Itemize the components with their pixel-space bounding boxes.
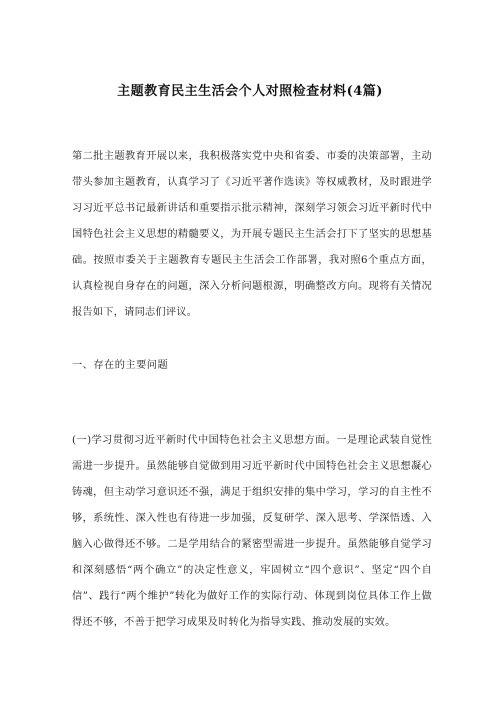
intro-paragraph: 第二批主题教育开展以来，我积极落实党中央和省委、市委的决策部署，主动带头参加主题教育，认真学习了《习近平著作选读》等权威教材，及时跟进学习习近平总书记最新讲话和重要指示批示精神，深刻学习领会习近平新时代中国特色社会主义思想的精髓要义，为开展专题民主生活会打下了坚实的思想基础。按照市委关于主题教育专题民主生活会工作部署，我对照6个重点方面，认真检视自身存在的问题，深入分析问题根源，明确整改方向。现将有关情况报告如下，请同志们评议。: [72, 151, 432, 318]
section-heading: 一、存在的主要问题: [72, 360, 169, 371]
document-title: 主题教育民主生活会个人对照检查材料(4篇): [117, 84, 383, 99]
section1-paragraph: (一)学习贯彻习近平新时代中国特色社会主义思想方面。一是理论武装自觉性需进一步提升。虽然能够自觉做到用习近平新时代中国特色社会主义思想凝心铸魂，但主动学习意识还不强，满足于组织安排的集中学习，学习的自主性不够，系统性、深入性也有待进一步加强，反复研学、深入思考、学深悟透、入脑入心做得还不够。二是学用结合的紧密型需进一步提升。虽然能够自觉学习和深刻感悟“两个确立”的决定性意义，牢固树立“四个意识”、坚定“四个自信”、践行“两个维护”转化为做好工作的实际行动、体现到岗位具体工作上做得还不够，不善于把学习成果及时转化为指导实践、推动发展的实效。: [72, 435, 432, 628]
